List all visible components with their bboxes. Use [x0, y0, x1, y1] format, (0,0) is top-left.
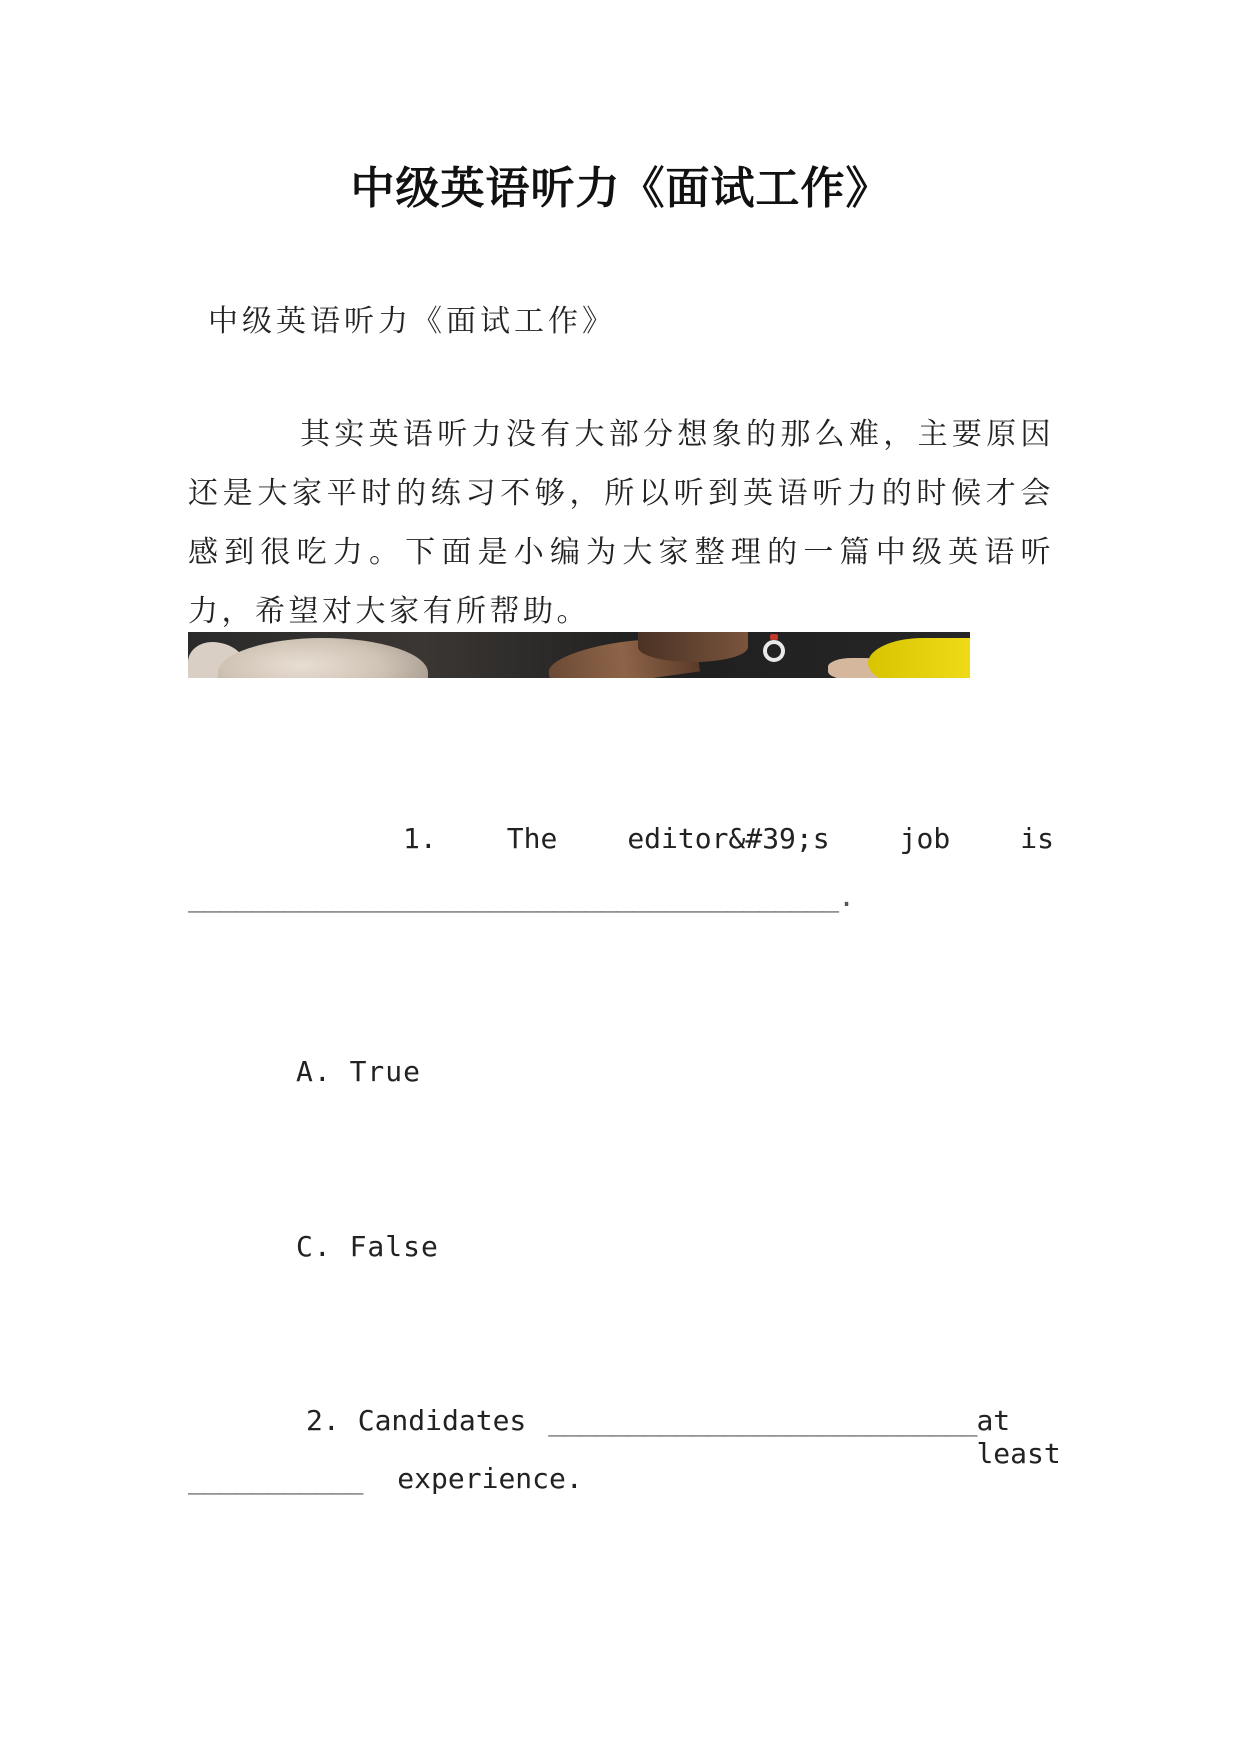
- question-2-prompt: [188, 1404, 1061, 1470]
- banner-figure-head: [218, 638, 428, 678]
- question-2-blank-1: ___________________________: [548, 1404, 977, 1437]
- question-1-blank: _________________________________________.: [188, 880, 855, 913]
- question-1-word: editor&#39;s: [627, 822, 830, 855]
- banner-image: [188, 632, 970, 678]
- question-1-option-a: A. True: [296, 1055, 422, 1088]
- question-1-word: job: [899, 822, 951, 855]
- document-subtitle: 中级英语听力《面试工作》: [208, 304, 616, 339]
- banner-figure-arm: [638, 632, 748, 662]
- question-2-number: 2.: [306, 1404, 340, 1437]
- question-1-option-c: C. False: [296, 1230, 439, 1263]
- question-1-number: 1.: [403, 822, 437, 855]
- question-2-blank-2: ___________: [188, 1462, 363, 1495]
- question-1-word: The: [506, 822, 558, 855]
- question-1-prompt: [188, 822, 1054, 855]
- question-2-word: Candidates: [357, 1404, 527, 1437]
- banner-figure-sleeve: [868, 638, 970, 678]
- banner-ring: [763, 640, 785, 662]
- page-title: 中级英语听力《面试工作》: [350, 163, 891, 214]
- question-2-tail: at least: [976, 1404, 1061, 1470]
- question-1-word: is: [1020, 822, 1054, 855]
- intro-paragraph: 其实英语听力没有大部分想象的那么难，主要原因还是大家平时的练习不够，所以听到英语听力的时候才会感到很吃力。下面是小编为大家整理的一篇中级英语听力，希望对大家有所帮助。: [188, 417, 1054, 629]
- question-2-end: experience.: [397, 1462, 583, 1495]
- question-2-continuation: [188, 1462, 583, 1495]
